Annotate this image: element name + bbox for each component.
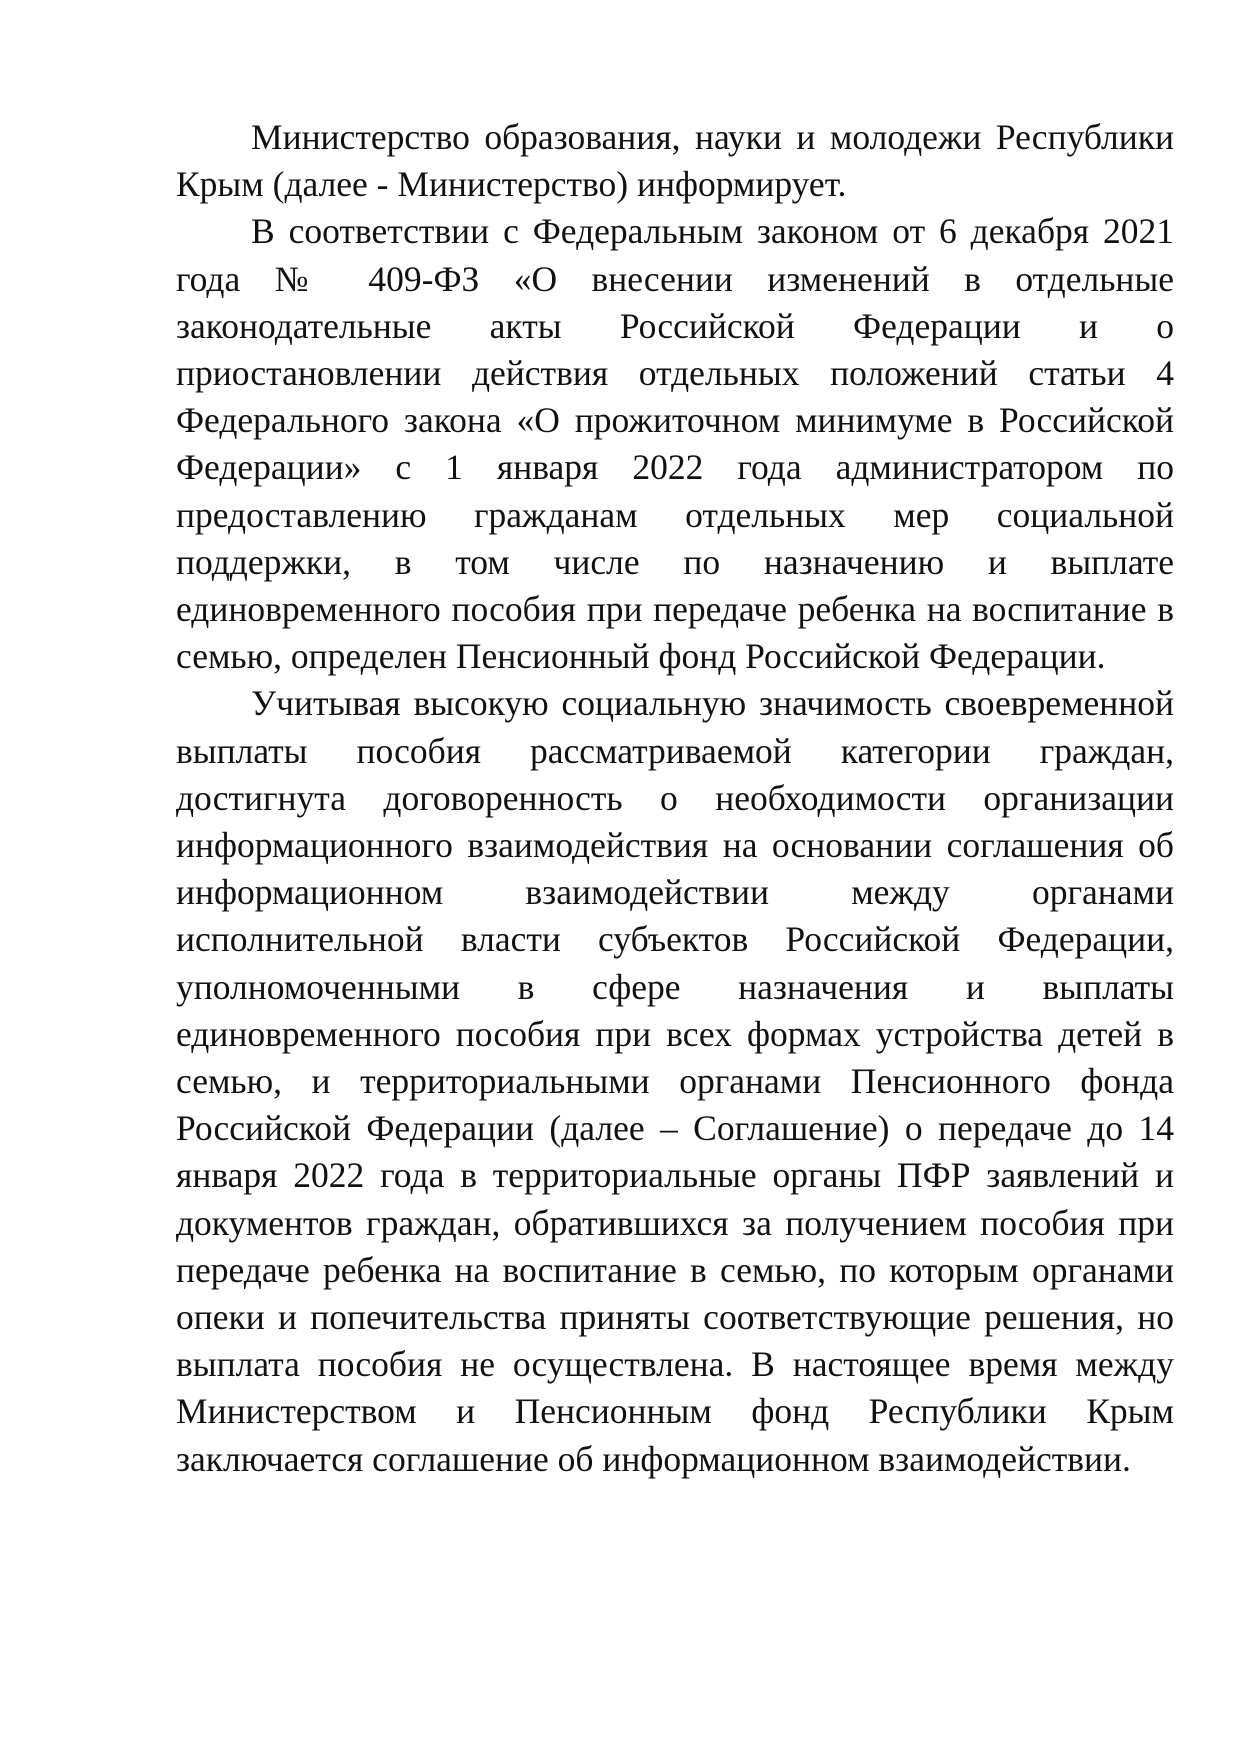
paragraph-federal-law: В соответствии с Федеральным законом от 6 декабря 2021 года № 409-ФЗ «О внесении изменений в отдельные законодательные акты Российской Федерации и о приостановлении действия отдельных положений статьи 4 Федерального закона «О прожиточном минимуме в Российской Федерации» с 1 января 2022 года администратором по предоставлению гражданам отдельных мер социальной поддержки, в том числе по назначению и выплате единовременного пособия при передаче ребенка на воспитание в семью, определен Пенсионный фонд Российской Федерации. — [176, 211, 1174, 677]
document-body — [176, 114, 1174, 1483]
paragraph-agreement: Учитывая высокую социальную значимость своевременной выплаты пособия рассматриваемой категории граждан, достигнута договоренность о необходимости организации информационного взаимодействия на основании соглашения об информационном взаимодействии между органами исполнительной власти субъектов Российской Федерации, уполномоченными в сфере назначения и выплаты единовременного пособия при всех формах устройства детей в семью, и территориальными органами Пенсионного фонда Российской Федерации (далее – Соглашение) о передаче до 14 января 2022 года в территориальные органы ПФР заявлений и документов граждан, обратившихся за получением пособия при передаче ребенка на воспитание в семью, по которым органами опеки и попечительства приняты соответствующие решения, но выплата пособия не осуществлена. В настоящее время между Министерством и Пенсионным фонд Республики Крым заключается соглашение об информационном взаимодействии. — [176, 683, 1174, 1479]
paragraph-ministry-informs: Министерство образования, науки и молодежи Республики Крым (далее - Министерство) информирует. — [176, 117, 1174, 205]
